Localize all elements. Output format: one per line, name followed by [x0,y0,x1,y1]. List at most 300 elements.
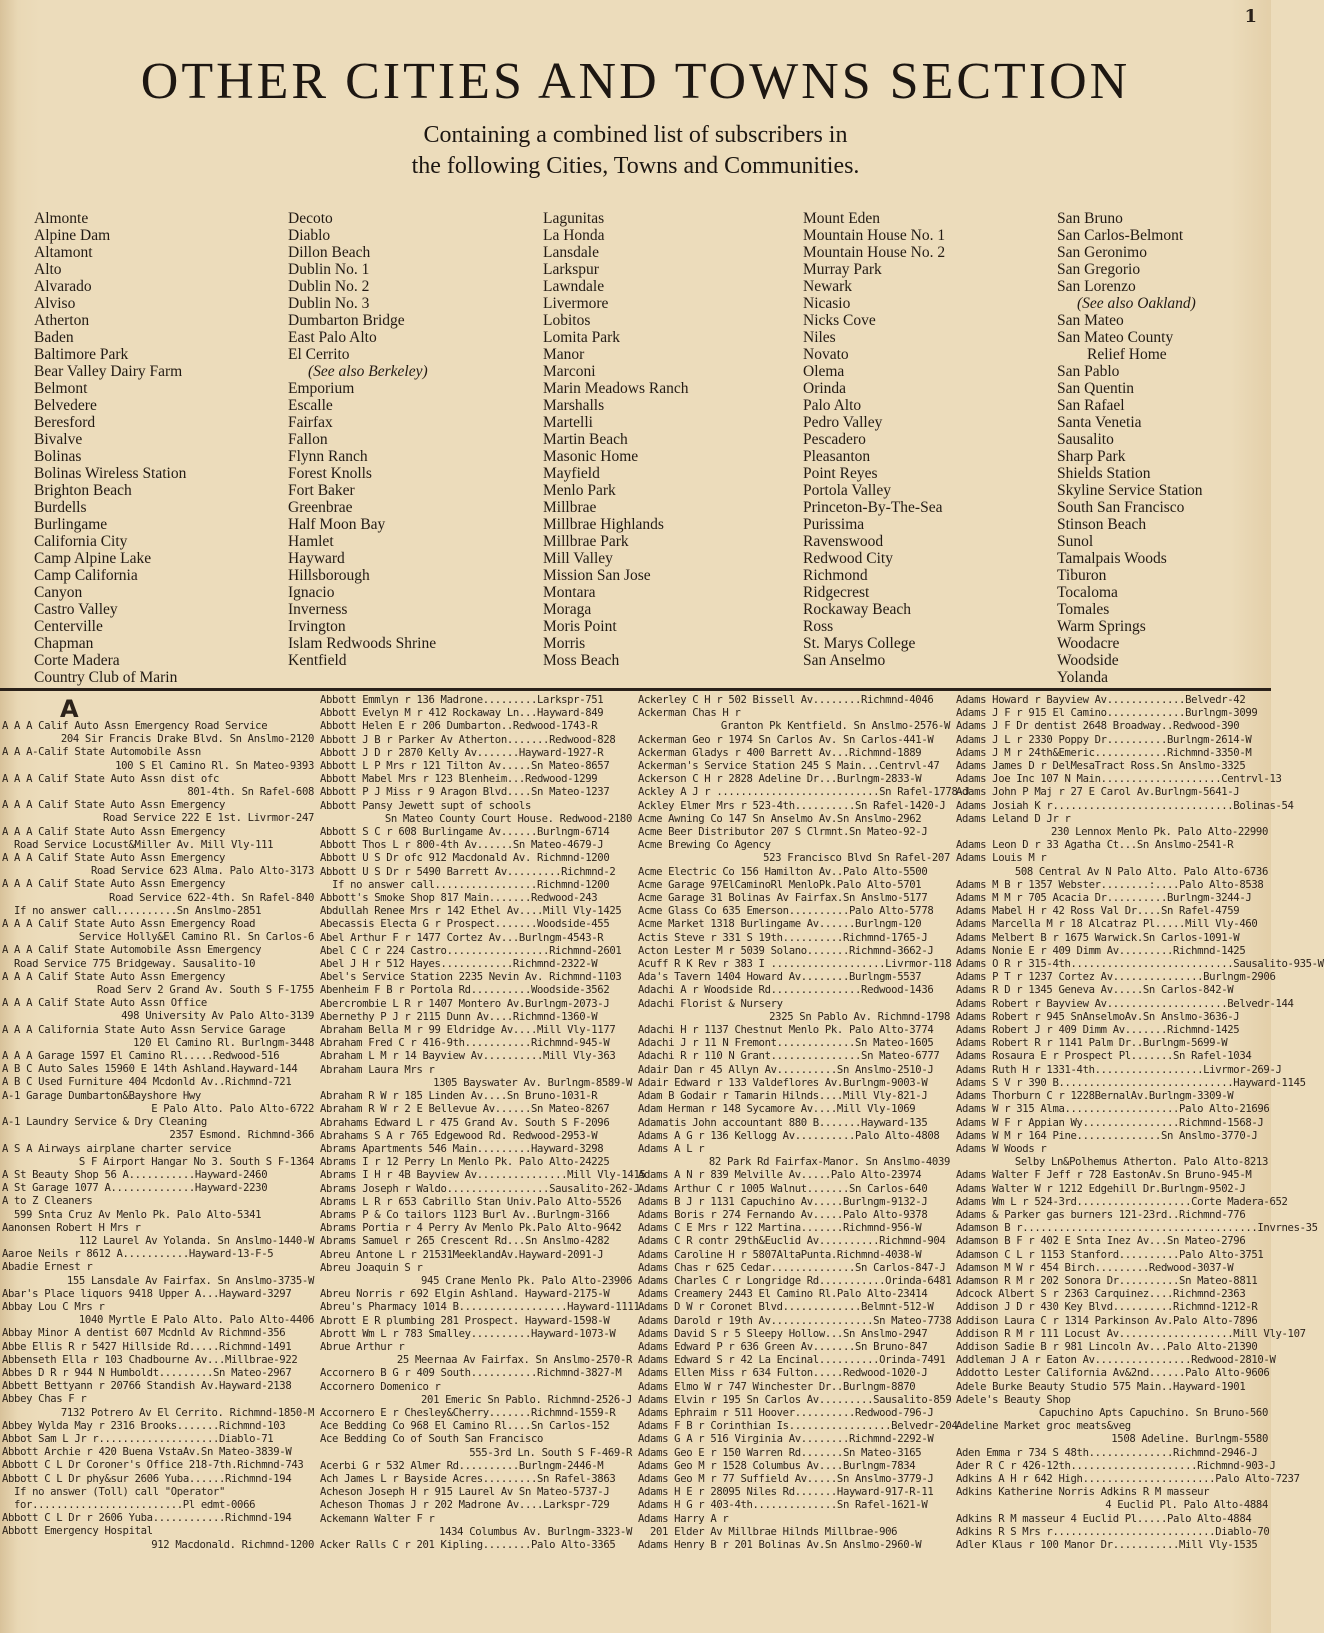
city-name: Almonte [34,210,89,227]
listing-line: A S A Airways airplane charter service [2,1142,232,1155]
city-name: South San Francisco [1057,499,1185,516]
city-name: Stinson Beach [1057,516,1147,533]
city-name: Flynn Ranch [288,448,368,465]
listing-line: Adams Elmo W r 747 Winchester Dr..Burlngm-8870 [638,1380,916,1393]
city-name: Marin Meadows Ranch [543,380,689,397]
listing-line: If no answer call..........Sn Anslmo-2851 [14,904,262,917]
listing-line: Acuff R K Rev r 383 I ...................Livrmor-118 [638,958,952,971]
listing-line: Abreu Antone L r 21531MeeklandAv.Hayward-2091-J [320,1248,604,1261]
listing-line: Adachi H r 1137 Chestnut Menlo Pk. Palo Alto-3774 [638,1024,934,1037]
city-name: Bolinas Wireless Station [34,465,187,482]
listing-line: A St Beauty Shop 56 A...........Hayward-2460 [2,1168,268,1181]
listing-line: Adamson B F r 402 E Snta Inez Av...Sn Mateo-2796 [956,1235,1246,1248]
city-name: Warm Springs [1057,618,1146,635]
listing-line: Abrott E R plumbing 281 Prospect. Hayward-1598-W [320,1314,610,1327]
listing-line: Adams Elvin r 195 Sn Carlos Av.........Sausalito-859 [638,1393,952,1406]
listing-line: 555-3rd Ln. South S F-469-R [469,1446,632,1459]
listing-line: E Palo Alto. Palo Alto-6722 [151,1102,314,1115]
city-name: Fairfax [288,414,333,431]
listing-line: Adachi J r 11 N Fremont.............Sn Mateo-1605 [638,1037,934,1050]
listing-line: Abraham Bella M r 99 Eldridge Av....Mill Vly-1177 [320,1024,616,1037]
city-name: Mayfield [543,465,600,482]
listing-line: Abrue Arthur r [320,1340,405,1353]
listing-line: Adams Ellen Miss r 634 Fulton.....Redwood-1020-J [638,1367,928,1380]
listing-line: Adams Geo M r 1528 Columbus Av....Burlngm-7834 [638,1459,916,1472]
listing-line: A-1 Laundry Service & Dry Cleaning [2,1116,207,1129]
listing-line: Adamson M W r 454 Birch.........Redwood-3037-W [956,1261,1234,1274]
city-name: Sunol [1057,533,1094,550]
listing-line: Abrams Joseph r Waldo.................Sausalito-262-J [320,1182,640,1195]
listing-line: Adams G A r 516 Virginia Av........Richmnd-2292-W [638,1433,934,1446]
listing-line: Adams W r 315 Alma...................Palo Alto-21696 [956,1103,1270,1116]
listing-line: Ackerson C H r 2828 Adeline Dr...Burlngm-2833-W [638,773,922,786]
listing-line: 1040 Myrtle E Palo Alto. Palo Alto-4406 [78,1314,314,1327]
city-name: Escalle [288,397,333,414]
listing-line: Abbe Ellis R r 5427 Hillside Rd.....Richmnd-1491 [2,1340,292,1353]
city-name: Chapman [34,635,94,652]
listing-line: Abbay Lou C Mrs r [2,1300,105,1313]
listing-line: A A A Calif State Auto Assn dist ofc [2,772,220,785]
listing-line: A A A Calif State Auto Assn Emergency [2,970,226,983]
city-name: Dublin No. 3 [288,295,370,312]
city-name: Alto [34,261,62,278]
city-name: Dumbarton Bridge [288,312,405,329]
listing-line: Abraham R W r 2 E Bellevue Av......Sn Mateo-8267 [320,1103,610,1116]
listing-line: Abreu Joaquin S r [320,1261,423,1274]
city-name: Nicks Cove [803,312,876,329]
listing-line: A A A Calif State Auto Assn Emergency [2,878,226,891]
listing-line: Adeline Market groc meats&veg [956,1420,1131,1433]
listing-line: Adam Herman r 148 Sycamore Av....Mill Vly-1069 [638,1103,916,1116]
listing-line: Abreu's Pharmacy 1014 B..................Hayward-1111 [320,1301,640,1314]
city-name: Beresford [34,414,96,431]
listing-line: Adams Marcella M r 18 Alcatraz Pl.....Mill Vly-460 [956,918,1258,931]
city-name: Novato [803,346,849,363]
cities-column-5 [1057,210,1203,686]
listing-line: Adams Chas r 625 Cedar..............Sn Carlos-847-J [638,1261,946,1274]
listing-line: Adamson C L r 1153 Stanford..........Palo Alto-3751 [956,1248,1264,1261]
listing-line: Addotto Lester California Av&2nd......Palo Alto-9606 [956,1367,1270,1380]
listing-line: Abel J H r 512 Hayes............Richmnd-2322-W [320,958,598,971]
city-name: La Honda [543,227,605,244]
listing-line: Ach James L r Bayside Acres.........Sn Rafel-3863 [320,1472,616,1485]
page-title: OTHER CITIES AND TOWNS SECTION [140,53,1131,110]
city-name: Pescadero [803,431,866,448]
city-name: Tamalpais Woods [1057,550,1167,567]
city-name: San Quentin [1057,380,1135,397]
listing-line: Abrams I r 12 Perry Ln Menlo Pk. Palo Alto-24225 [320,1156,610,1169]
city-name: San Geronimo [1057,244,1147,261]
city-name: Morris [543,635,586,652]
city-name: Woodacre [1057,635,1120,652]
listing-line: Adachi A r Woodside Rd...............Redwood-1436 [638,984,934,997]
city-name: Emporium [288,380,355,397]
city-name: Fallon [288,431,328,448]
city-name: San Pablo [1057,363,1120,380]
listing-line: Acme Market 1318 Burlingame Av......Burlngm-120 [638,918,922,931]
listing-column-2 [320,694,646,1552]
listing-line: Abbey Wylda May r 2316 Brooks.......Richmnd-103 [2,1419,286,1432]
listing-line: Abecassis Electa G r Prospect.......Woodside-455 [320,918,610,931]
city-name: Alvarado [34,278,92,295]
listing-line: Adams D W r Coronet Blvd.............Belmnt-512-W [638,1301,934,1314]
listing-line: Adams P T r 1237 Cortez Av...............Burlngm-2906 [956,971,1276,984]
listing-line: 230 Lennox Menlo Pk. Palo Alto-22990 [1050,826,1268,839]
city-name: St. Marys College [803,635,916,652]
listing-line: Adams Robert r 945 SnAnselmoAv.Sn Anslmo-3636-J [956,1010,1240,1023]
city-name: Fort Baker [288,482,355,499]
listing-line: Road Service 775 Bridgeway. Sausalito-10 [14,957,256,970]
city-name: Baltimore Park [34,346,129,363]
city-name: Tiburon [1057,567,1107,584]
city-name: Olema [803,363,845,380]
city-name: Menlo Park [543,482,616,499]
listing-line: 801-4th. Sn Rafel-608 [187,786,314,799]
listing-line: A A A Calif State Auto Assn Emergency [2,825,226,838]
listing-line: Acme Awning Co 147 Sn Anselmo Av.Sn Anslmo-2962 [638,812,922,825]
listing-line: Ace Bedding Co 968 El Camino Rl....Sn Carlos-152 [320,1420,610,1433]
listing-line: 204 Sir Francis Drake Blvd. Sn Anslmo-2120 [60,733,314,746]
listing-line: Adams A G r 136 Kellogg Av..........Palo Alto-4808 [638,1129,940,1142]
listing-line: Abbott C L Dr r 2606 Yuba............Richmnd-194 [2,1512,292,1525]
section-divider [0,688,1271,691]
listing-line: Abbott U S Dr r 5490 Barrett Av.........Richmnd-2 [320,865,616,878]
listing-line: Adams Ephraim r 511 Hoover..........Redwood-796-J [638,1406,934,1419]
listing-line: Adams O R r 315-4th...........................Sausalito-935-W [956,958,1324,971]
listing-line: 2325 Sn Pablo Av. Richmnd-1798 [769,1010,950,1023]
listing-line: Abbay Minor A dentist 607 Mcdnld Av Richmnd-356 [2,1327,286,1340]
city-name: Kentfield [288,652,347,669]
listing-line: 4 Euclid Pl. Palo Alto-4884 [1105,1499,1268,1512]
listing-line: Accornero B G r 409 South...........Richmnd-3827-M [320,1367,622,1380]
listing-line: Ackerman Geo r 1974 Sn Carlos Av. Sn Carlos-441-W [638,733,934,746]
city-name: Centerville [34,618,103,635]
listing-line: A A A-Calif State Automobile Assn [2,746,201,759]
listing-line: Adams Joe Inc 107 N Main....................Centrvl-13 [956,773,1282,786]
listing-line: Adams F B r Corinthian Is.................Belvedr-204 [638,1420,958,1433]
listing-line: Service Holly&El Camino Rl. Sn Carlos-6 [78,931,314,944]
listing-line: Acheson Joseph H r 915 Laurel Av Sn Mateo-5737-J [320,1486,610,1499]
listing-line: Adams W M r 164 Pine..............Sn Anslmo-3770-J [956,1129,1258,1142]
city-name: Inverness [288,601,348,618]
city-name: Ross [803,618,834,635]
city-name: Atherton [34,312,90,329]
listing-line: Abraham Fred C r 416-9th...........Richmnd-945-W [320,1037,610,1050]
listing-line: Abbott S C r 608 Burlingame Av......Burlngm-6714 [320,826,610,839]
page-subtitle [0,120,1271,182]
city-name: Dillon Beach [288,244,371,261]
listing-line: 155 Lansdale Av Fairfax. Sn Anslmo-3735-W [66,1274,314,1287]
listing-line: Road Service 622-4th. Sn Rafel-840 [109,891,314,904]
city-name: Shields Station [1057,465,1151,482]
city-name: Princeton-By-The-Sea [803,499,943,516]
city-name: Millbrae Park [543,533,629,550]
city-name: Mount Eden [803,210,881,227]
city-name: Richmond [803,567,868,584]
city-name: Dublin No. 2 [288,278,370,295]
city-name: Purissima [803,516,865,533]
listing-line: Abadie Ernest r [2,1261,93,1274]
listing-line: Abbenseth Ella r 103 Chadbourne Av...Millbrae-922 [2,1353,298,1366]
city-name: Palo Alto [803,397,862,414]
listing-line: Adair Edward r 133 Valdeflores Av.Burlngm-9003-W [638,1076,928,1089]
listing-line: Adams Thorburn C r 1228BernalAv.Burlngm-3309-W [956,1090,1234,1103]
listing-line: Adams W F r Appian Wy................Richmnd-1568-J [956,1116,1264,1129]
listing-line: Abbott P J Miss r 9 Aragon Blvd....Sn Mateo-1237 [320,786,610,799]
listing-line: Abbett Bettyann r 20766 Standish Av.Hayward-2138 [2,1380,292,1393]
listing-line: Aden Emma r 734 S 48th..............Richmnd-2946-J [956,1446,1258,1459]
city-name: San Bruno [1057,210,1123,227]
listing-line: Adams & Parker gas burners 121-23rd..Richmnd-776 [956,1208,1246,1221]
listing-line: Ackerman Chas H r [638,707,741,720]
listing-line: Addison J D r 430 Key Blvd..........Richmnd-1212-R [956,1301,1258,1314]
city-name: San Anselmo [803,652,886,669]
city-name: Pedro Valley [803,414,883,431]
listing-line: If no answer call.................Richmnd-1200 [332,878,610,891]
city-name: Lomita Park [543,329,621,346]
listing-line: Adachi Florist & Nursery [638,997,783,1010]
listing-line: Acme Garage 97ElCaminoRl MenloPk.Palo Alto-5701 [638,878,922,891]
city-name: San Gregorio [1057,261,1141,278]
listing-line: A A A California State Auto Assn Service Garage [2,1023,286,1036]
city-name: Niles [803,329,836,346]
listing-line: for.........................Pl edmt-0066 [14,1498,256,1511]
listing-line: Ada's Tavern 1404 Howard Av........Burlngm-5537 [638,971,922,984]
listing-line: Adams H E r 28095 Niles Rd.......Hayward-917-R-11 [638,1486,934,1499]
listing-line: Adams J F Dr dentist 2648 Broadway..Redwood-390 [956,720,1240,733]
listing-line: Adams Henry B r 201 Bolinas Av.Sn Anslmo-2960-W [638,1539,922,1551]
listing-line: Adamson R M r 202 Sonora Dr..........Sn Mateo-8811 [956,1274,1258,1287]
listing-line: 912 Macdonald. Richmnd-1200 [151,1538,314,1551]
city-name: Marshalls [543,397,605,414]
city-name: Sharp Park [1057,448,1126,465]
listing-line: 1434 Columbus Av. Burlngm-3323-W [439,1525,632,1538]
listing-line: 25 Meernaa Av Fairfax. Sn Anslmo-2570-R [396,1354,632,1367]
listing-line: Road Service 623 Alma. Palo Alto-3173 [90,865,314,878]
listing-line: Road Service Locust&Miller Av. Mill Vly-111 [14,838,274,851]
listing-line: Ackley Elmer Mrs r 523-4th..........Sn Rafel-1420-J [638,799,946,812]
listing-line: Adams Edward S r 42 La Encinal..........Orinda-7491 [638,1354,946,1367]
listing-line: Abreu Norris r 692 Elgin Ashland. Hayward-2175-W [320,1288,610,1301]
listing-line: Adkins A H r 642 High......................Palo Alto-7237 [956,1472,1300,1485]
listing-line: Abbott Mabel Mrs r 123 Blenheim...Redwood-1299 [320,773,598,786]
listing-line: Addison Laura C r 1314 Parkinson Av.Palo Alto-7896 [956,1314,1258,1327]
listing-line: Abrams L R r 653 Cabrillo Stan Univ.Palo Alto-5526 [320,1195,622,1208]
listing-line: Adams Edward P r 636 Green Av.......Sn Bruno-847 [638,1340,928,1353]
listing-line: Abbott J D r 2870 Kelly Av.......Hayward-1927-R [320,746,604,759]
city-name: Millbrae [543,499,597,516]
listing-line: Adams Geo M r 77 Suffield Av.....Sn Anslmo-3779-J [638,1472,934,1485]
listing-line: Adams Wm L r 524-3rd...................Corte Madera-652 [956,1195,1288,1208]
listing-line: Adams James D r DelMesaTract Ross.Sn Anslmo-3325 [956,760,1246,773]
listing-line: A A A Garage 1597 El Camino Rl.....Redwood-516 [2,1050,280,1063]
city-name: Belvedere [34,397,97,414]
city-name: San Lorenzo [1057,278,1136,295]
listing-line: Adams W Woods r [956,1142,1047,1155]
listing-line: 508 Central Av N Palo Alto. Palo Alto-6736 [1014,865,1268,878]
city-name: Lobitos [543,312,591,329]
listing-line: Adams Caroline H r 5807AltaPunta.Richmnd-4038-W [638,1248,922,1261]
city-name: Brighton Beach [34,482,132,499]
listing-line: A A A Calif State Auto Assn Emergency Road [2,918,256,931]
listing-line: Abbott J B r Parker Av Atherton.......Redwood-828 [320,733,616,746]
city-name: Portola Valley [803,482,891,499]
listing-line: Ackerley C H r 502 Bissell Av........Richmnd-4046 [638,694,934,706]
listing-line: A B C Auto Sales 15960 E 14th Ashland.Hayward-144 [2,1063,298,1076]
listing-line: Adams M M r 705 Acacia Dr..........Burlngm-3244-J [956,892,1252,905]
city-name: Dublin No. 1 [288,261,370,278]
listing-line: Adams Creamery 2443 El Camino Rl.Palo Alto-23414 [638,1288,928,1301]
listing-line: Abercrombie L R r 1407 Montero Av.Burlngm-2073-J [320,997,610,1010]
listing-line: Adams Mabel H r 42 Ross Val Dr....Sn Rafel-4759 [956,905,1240,918]
listing-line: Adams J M r 24th&Emeric............Richmnd-3350-M [956,746,1252,759]
listing-line: Adler Klaus r 100 Manor Dr...........Mill Vly-1535 [956,1539,1258,1551]
city-name: Islam Redwoods Shrine [288,635,437,652]
city-name: Pleasanton [803,448,871,465]
listing-line: 201 Emeric Sn Pablo. Richmnd-2526-J [421,1393,632,1406]
city-name: (See also Berkeley) [308,363,428,380]
listing-line: Adele's Beauty Shop [956,1393,1071,1406]
city-name: Relief Home [1087,346,1167,363]
city-name: Skyline Service Station [1057,482,1203,499]
listing-line: Abbes D R r 944 N Humboldt.........Sn Mateo-2967 [2,1366,292,1379]
listing-line: Acme Glass Co 635 Emerson..........Palo Alto-5778 [638,905,934,918]
listing-line: A A A Calif State Auto Assn Emergency [2,852,226,865]
listing-line: Adams Robert r Bayview Av....................Belvedr-144 [956,997,1294,1010]
listing-line: A St Garage 1077 A..............Hayward-2230 [2,1182,268,1195]
city-name: Marconi [543,363,596,380]
listing-line: Acme Beer Distributor 207 S Clrmnt.Sn Mateo-92-J [638,826,928,839]
city-name: Irvington [288,618,346,635]
city-name: Altamont [34,244,93,261]
city-name: Lagunitas [543,210,605,227]
listing-line: Abrams Samuel r 265 Crescent Rd...Sn Anslmo-4282 [320,1235,610,1248]
listing-line: Ackley A J r ...........................Sn Rafel-1778-J [638,786,970,799]
listing-line: Adams R D r 1345 Geneva Av.....Sn Carlos-842-W [956,984,1234,997]
city-name: San Mateo [1057,312,1124,329]
listing-line: Ader R C r 426-12th.....................Richmnd-903-J [956,1459,1276,1472]
listing-line: Adams M B r 1357 Webster........:....Palo Alto-8538 [956,878,1264,891]
city-name: Greenbrae [288,499,353,516]
listing-line: 498 University Av Palo Alto-3139 [121,1010,314,1023]
city-name: Ravenswood [803,533,884,550]
city-name: El Cerrito [288,346,350,363]
listing-line: Adachi R r 110 N Grant...............Sn Mateo-6777 [638,1050,940,1063]
listing-line: Ackerman Gladys r 400 Barrett Av...Richmnd-1889 [638,746,922,759]
listing-line: Abraham Laura Mrs r [320,1063,435,1076]
city-name: Moris Point [543,618,617,635]
listing-line: Adams A L r [638,1142,705,1155]
listing-column-4 [956,694,1324,1552]
cities-column-4 [803,210,945,669]
listing-line: Adamatis John accountant 880 B.......Hayward-135 [638,1116,928,1129]
listing-line: Abraham R W r 185 Linden Av....Sn Bruno-1031-R [320,1090,598,1103]
listing-line: Ackerman's Service Station 245 S Main...Centrvl-47 [638,760,940,773]
city-name: California City [34,533,128,550]
listing-line: Abbott C L Dr Coroner's Office 218-7th.Richmnd-743 [2,1459,304,1472]
listing-line: Abbott L P Mrs r 121 Tilton Av.....Sn Mateo-8657 [320,760,610,773]
listing-line: Aaroe Neils r 8612 A...........Hayward-13-F-5 [2,1248,274,1261]
listing-line: Adams Ruth H r 1331-4th..................Livrmor-269-J [956,1063,1282,1076]
listing-line: Acerbi G r 532 Almer Rd..........Burlngm-2446-M [320,1459,604,1472]
city-name: Bolinas [34,448,82,465]
subscriber-listings [2,694,1324,1624]
listing-line: Adams Darold r 19th Av.................Sn Mateo-7738 [638,1314,952,1327]
listing-line: Abrams Apartments 546 Main.........Hayward-3298 [320,1142,604,1155]
listing-line: Sn Mateo County Court House. Redwood-2180 [384,812,632,825]
listing-line: Acme Garage 31 Bolinas Av Fairfax.Sn Anslmo-5177 [638,892,928,905]
city-name: Hamlet [288,533,334,550]
city-name: Moss Beach [543,652,620,669]
listing-line: Abbot Sam L Jr r....................Diablo-71 [2,1432,274,1445]
city-name: Forest Knolls [288,465,372,482]
city-name: Martin Beach [543,431,628,448]
listing-line: A-1 Garage Dumbarton&Bayshore Hwy [2,1089,201,1102]
city-name: Montara [543,584,596,601]
city-name: Mountain House No. 1 [803,227,946,244]
listing-line: Abernethy P J r 2115 Dunn Av....Richmnd-1360-W [320,1010,598,1023]
city-name: Mill Valley [543,550,613,567]
listing-line: Adamson B r.......................................Invrnes-35 [956,1222,1318,1235]
listing-line: Abbott Emmlyn r 136 Madrone.........Larkspr-751 [320,694,604,706]
listing-line: 945 Crane Menlo Pk. Palo Alto-23906 [421,1274,632,1287]
listing-line: Abar's Place liquors 9418 Upper A...Hayward-3297 [2,1287,292,1300]
city-name: Millbrae Highlands [543,516,664,533]
listing-line: Adams John P Maj r 27 E Carol Av.Burlngm-5641-J [956,786,1240,799]
city-name: Belmont [34,380,88,397]
listing-line: A A A Calif State Automobile Assn Emergency [2,944,262,957]
listing-line: Capuchino Apts Capuchino. Sn Bruno-560 [1038,1406,1268,1419]
city-name: Bivalve [34,431,83,448]
city-name: Hillsborough [288,567,370,584]
city-name: Livermore [543,295,609,312]
city-name: Half Moon Bay [288,516,386,533]
listing-line: A A A Calif State Auto Assn Emergency [2,799,226,812]
listing-line: 523 Francisco Blvd Sn Rafel-207 [763,852,950,865]
listing-line: If no answer (Toll) call "Operator" [14,1485,225,1498]
listing-line: Abraham L M r 14 Bayview Av..........Mill Vly-363 [320,1050,616,1063]
city-name: Moraga [543,601,592,618]
city-name: Murray Park [803,261,882,278]
cities-column-3 [543,210,689,669]
city-name: Camp California [34,567,138,584]
listing-line: Adams Melbert B r 1675 Warwick.Sn Carlos-1091-W [956,931,1240,944]
listing-line: Abrams I H r 4B Bayview Av...............Mill Vly-1415 [320,1169,646,1182]
listing-line: Adcock Albert S r 2363 Carquinez....Richmnd-2363 [956,1288,1246,1301]
city-name: Tocaloma [1057,584,1118,601]
listing-line: Adams Robert R r 1141 Palm Dr..Burlngm-5699-W [956,1037,1228,1050]
city-name: Yolanda [1057,669,1108,686]
city-name: Burlingame [34,516,108,533]
city-name: Country Club of Marin [34,669,178,686]
listing-line: A A A Calif Auto Assn Emergency Road Service [2,720,268,732]
listing-line: Adams Nonie E r 409 Dimm Av.........Richmnd-1425 [956,944,1246,957]
city-name: Orinda [803,380,847,397]
listing-line: Abrott Wm L r 783 Smalley..........Hayward-1073-W [320,1327,616,1340]
listing-line: 120 El Camino Rl. Burlngm-3448 [133,1036,314,1049]
listing-line: Adams C R contr 29th&Euclid Av..........Richmnd-904 [638,1235,946,1248]
listing-line: Adam B Godair r Tamarin Hilnds....Mill Vly-821-J [638,1090,928,1103]
listing-line: Granton Pk Kentfield. Sn Anslmo-2576-W [720,720,950,733]
listing-line: Abel Arthur F r 1477 Cortez Av...Burlngm-4543-R [320,931,604,944]
listing-line: Adams H G r 403-4th..............Sn Rafel-1621-W [638,1499,928,1512]
listing-line: Adkins R M masseur 4 Euclid Pl.....Palo Alto-4884 [956,1512,1252,1525]
listing-line: Adams Leland D Jr r [956,812,1071,825]
city-name: East Palo Alto [288,329,377,346]
city-name: Decoto [288,210,333,227]
listing-line: Addison Sadie B r 981 Lincoln Av...Palo Alto-21390 [956,1340,1258,1353]
listing-line: Adams B J r 1131 Capuchino Av.....Burlngm-9132-J [638,1195,928,1208]
